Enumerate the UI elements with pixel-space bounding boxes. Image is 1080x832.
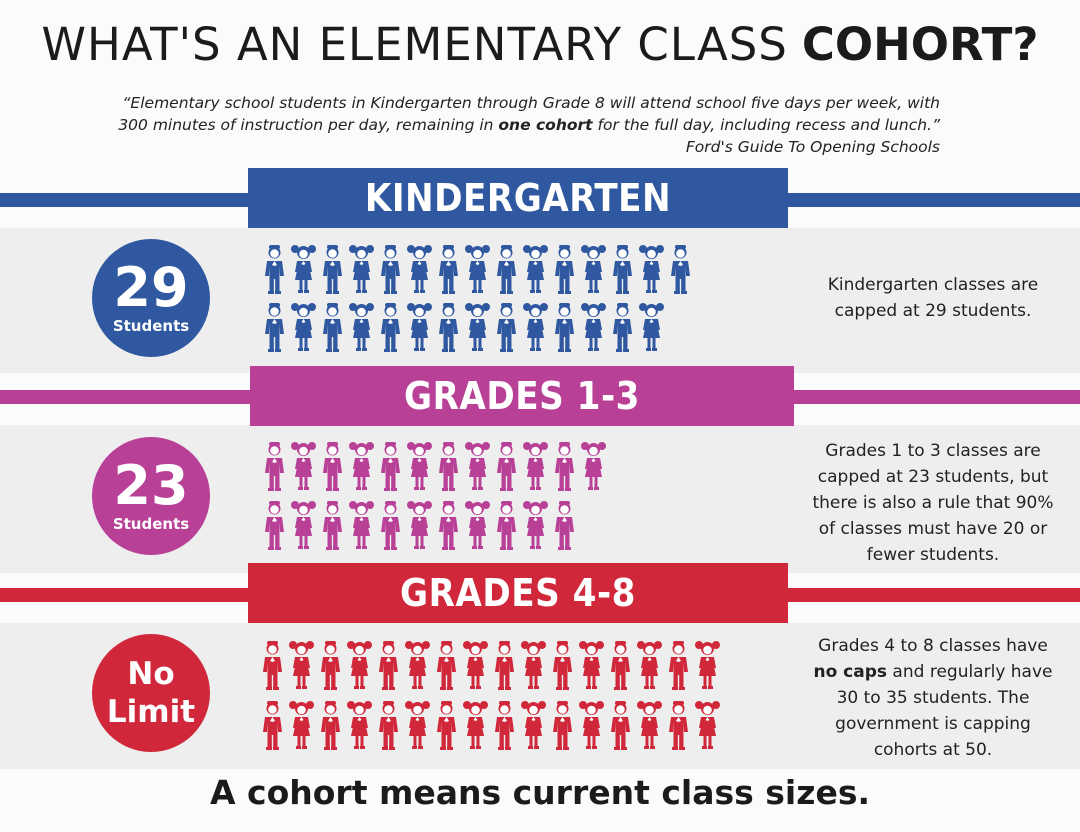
girl-figure-icon bbox=[403, 640, 432, 692]
grades-4-8-row-2 bbox=[258, 700, 722, 752]
boy-figure-icon bbox=[550, 244, 579, 296]
quote-line2 bbox=[90, 114, 940, 136]
grades-4-8-desc-line: cohorts at 50. bbox=[873, 740, 993, 760]
girl-figure-icon bbox=[461, 700, 490, 752]
girl-figure-icon bbox=[693, 700, 722, 752]
grades-1-3-description bbox=[798, 438, 1068, 568]
boy-figure-icon bbox=[664, 640, 693, 692]
grades-1-3-circle bbox=[92, 437, 210, 555]
title-part1: WHAT'S AN ELEMENTARY CLASS bbox=[41, 18, 788, 71]
grades-1-3-header: GRADES 1-3 bbox=[250, 366, 794, 426]
girl-figure-icon bbox=[345, 700, 374, 752]
boy-figure-icon bbox=[432, 700, 461, 752]
boy-figure-icon bbox=[318, 302, 347, 354]
girl-figure-icon bbox=[635, 700, 664, 752]
girl-figure-icon bbox=[637, 302, 666, 354]
boy-figure-icon bbox=[374, 700, 403, 752]
grades-1-3-desc-line: Grades 1 to 3 classes are bbox=[825, 441, 1041, 461]
girl-figure-icon bbox=[345, 640, 374, 692]
girl-figure-icon bbox=[579, 302, 608, 354]
grades-1-3-desc-line: there is also a rule that 90% bbox=[812, 493, 1054, 513]
grades-4-8-circle bbox=[92, 634, 210, 752]
boy-figure-icon bbox=[260, 244, 289, 296]
grades-4-8-header: GRADES 4-8 bbox=[248, 563, 788, 623]
girl-figure-icon bbox=[577, 640, 606, 692]
boy-figure-icon bbox=[258, 640, 287, 692]
girl-figure-icon bbox=[521, 302, 550, 354]
boy-figure-icon bbox=[550, 302, 579, 354]
grades-4-8-desc-post: and regularly have bbox=[887, 662, 1053, 682]
boy-figure-icon bbox=[608, 302, 637, 354]
grades-4-8-desc-line bbox=[798, 659, 1068, 685]
grades-1-3-count: 23 bbox=[113, 454, 189, 517]
boy-figure-icon bbox=[376, 302, 405, 354]
boy-figure-icon bbox=[606, 640, 635, 692]
boy-figure-icon bbox=[434, 441, 463, 493]
no-limit-line2: Limit bbox=[106, 694, 196, 730]
boy-figure-icon bbox=[260, 500, 289, 552]
boy-figure-icon bbox=[490, 640, 519, 692]
grades-4-8-desc-line: government is capping bbox=[835, 714, 1031, 734]
boy-figure-icon bbox=[492, 302, 521, 354]
boy-figure-icon bbox=[434, 500, 463, 552]
boy-figure-icon bbox=[550, 500, 579, 552]
boy-figure-icon bbox=[490, 700, 519, 752]
girl-figure-icon bbox=[347, 244, 376, 296]
boy-figure-icon bbox=[608, 244, 637, 296]
boy-figure-icon bbox=[666, 244, 695, 296]
page-title bbox=[0, 18, 1080, 71]
grades-1-3-row-2 bbox=[260, 500, 579, 552]
girl-figure-icon bbox=[287, 700, 316, 752]
grades-4-8-desc-line: Grades 4 to 8 classes have bbox=[818, 636, 1048, 656]
girl-figure-icon bbox=[289, 441, 318, 493]
kindergarten-unit: Students bbox=[112, 317, 190, 335]
girl-figure-icon bbox=[403, 700, 432, 752]
boy-figure-icon bbox=[376, 441, 405, 493]
kindergarten-header: KINDERGARTEN bbox=[248, 168, 788, 228]
boy-figure-icon bbox=[260, 302, 289, 354]
boy-figure-icon bbox=[316, 640, 345, 692]
kindergarten-circle bbox=[92, 239, 210, 357]
girl-figure-icon bbox=[289, 244, 318, 296]
kindergarten-description bbox=[798, 272, 1068, 324]
quote-emphasis: one cohort bbox=[498, 116, 593, 134]
girl-figure-icon bbox=[579, 441, 608, 493]
boy-figure-icon bbox=[260, 441, 289, 493]
quote-line1: “Elementary school students in Kindergarten through Grade 8 will attend school five days per week, with bbox=[122, 94, 940, 112]
girl-figure-icon bbox=[405, 441, 434, 493]
girl-figure-icon bbox=[521, 500, 550, 552]
grades-1-3-desc-line: of classes must have 20 or bbox=[818, 519, 1048, 539]
kindergarten-count: 29 bbox=[113, 256, 189, 319]
girl-figure-icon bbox=[287, 640, 316, 692]
girl-figure-icon bbox=[405, 302, 434, 354]
boy-figure-icon bbox=[492, 244, 521, 296]
grades-1-3-unit: Students bbox=[112, 515, 190, 533]
kindergarten-row-1 bbox=[260, 244, 695, 296]
boy-figure-icon bbox=[550, 441, 579, 493]
girl-figure-icon bbox=[637, 244, 666, 296]
quote-source: Ford's Guide To Opening Schools bbox=[685, 138, 940, 156]
boy-figure-icon bbox=[434, 302, 463, 354]
quote bbox=[90, 92, 940, 158]
boy-figure-icon bbox=[376, 244, 405, 296]
girl-figure-icon bbox=[347, 302, 376, 354]
girl-figure-icon bbox=[289, 302, 318, 354]
boy-figure-icon bbox=[548, 640, 577, 692]
boy-figure-icon bbox=[492, 500, 521, 552]
quote-line2-post: for the full day, including recess and lunch.” bbox=[592, 116, 940, 134]
girl-figure-icon bbox=[463, 244, 492, 296]
girl-figure-icon bbox=[347, 500, 376, 552]
grades-4-8-row-1 bbox=[258, 640, 722, 692]
quote-line2-pre: 300 minutes of instruction per day, remaining in bbox=[118, 116, 499, 134]
boy-figure-icon bbox=[318, 244, 347, 296]
girl-figure-icon bbox=[463, 500, 492, 552]
girl-figure-icon bbox=[289, 500, 318, 552]
boy-figure-icon bbox=[492, 441, 521, 493]
girl-figure-icon bbox=[693, 640, 722, 692]
no-caps-emphasis: no caps bbox=[813, 662, 888, 682]
boy-figure-icon bbox=[258, 700, 287, 752]
title-part2: COHORT? bbox=[801, 18, 1039, 71]
grades-4-8-description bbox=[798, 633, 1068, 763]
girl-figure-icon bbox=[577, 700, 606, 752]
boy-figure-icon bbox=[548, 700, 577, 752]
girl-figure-icon bbox=[521, 244, 550, 296]
boy-figure-icon bbox=[432, 640, 461, 692]
boy-figure-icon bbox=[664, 700, 693, 752]
girl-figure-icon bbox=[405, 244, 434, 296]
girl-figure-icon bbox=[521, 441, 550, 493]
footer-caption: A cohort means current class sizes. bbox=[210, 773, 870, 812]
boy-figure-icon bbox=[606, 700, 635, 752]
girl-figure-icon bbox=[347, 441, 376, 493]
kindergarten-row-2 bbox=[260, 302, 666, 354]
girl-figure-icon bbox=[463, 441, 492, 493]
kindergarten-desc-line: capped at 29 students. bbox=[834, 301, 1032, 321]
kindergarten-desc-line: Kindergarten classes are bbox=[827, 275, 1039, 295]
boy-figure-icon bbox=[376, 500, 405, 552]
grades-4-8-desc-line: 30 to 35 students. The bbox=[836, 688, 1030, 708]
boy-figure-icon bbox=[318, 441, 347, 493]
boy-figure-icon bbox=[434, 244, 463, 296]
girl-figure-icon bbox=[519, 700, 548, 752]
girl-figure-icon bbox=[461, 640, 490, 692]
boy-figure-icon bbox=[318, 500, 347, 552]
girl-figure-icon bbox=[519, 640, 548, 692]
grades-1-3-desc-line: capped at 23 students, but bbox=[817, 467, 1049, 487]
boy-figure-icon bbox=[374, 640, 403, 692]
grades-1-3-desc-line: fewer students. bbox=[866, 545, 1000, 565]
girl-figure-icon bbox=[635, 640, 664, 692]
girl-figure-icon bbox=[579, 244, 608, 296]
girl-figure-icon bbox=[405, 500, 434, 552]
girl-figure-icon bbox=[463, 302, 492, 354]
boy-figure-icon bbox=[316, 700, 345, 752]
grades-1-3-row-1 bbox=[260, 441, 608, 493]
no-limit-line1: No bbox=[127, 656, 175, 692]
